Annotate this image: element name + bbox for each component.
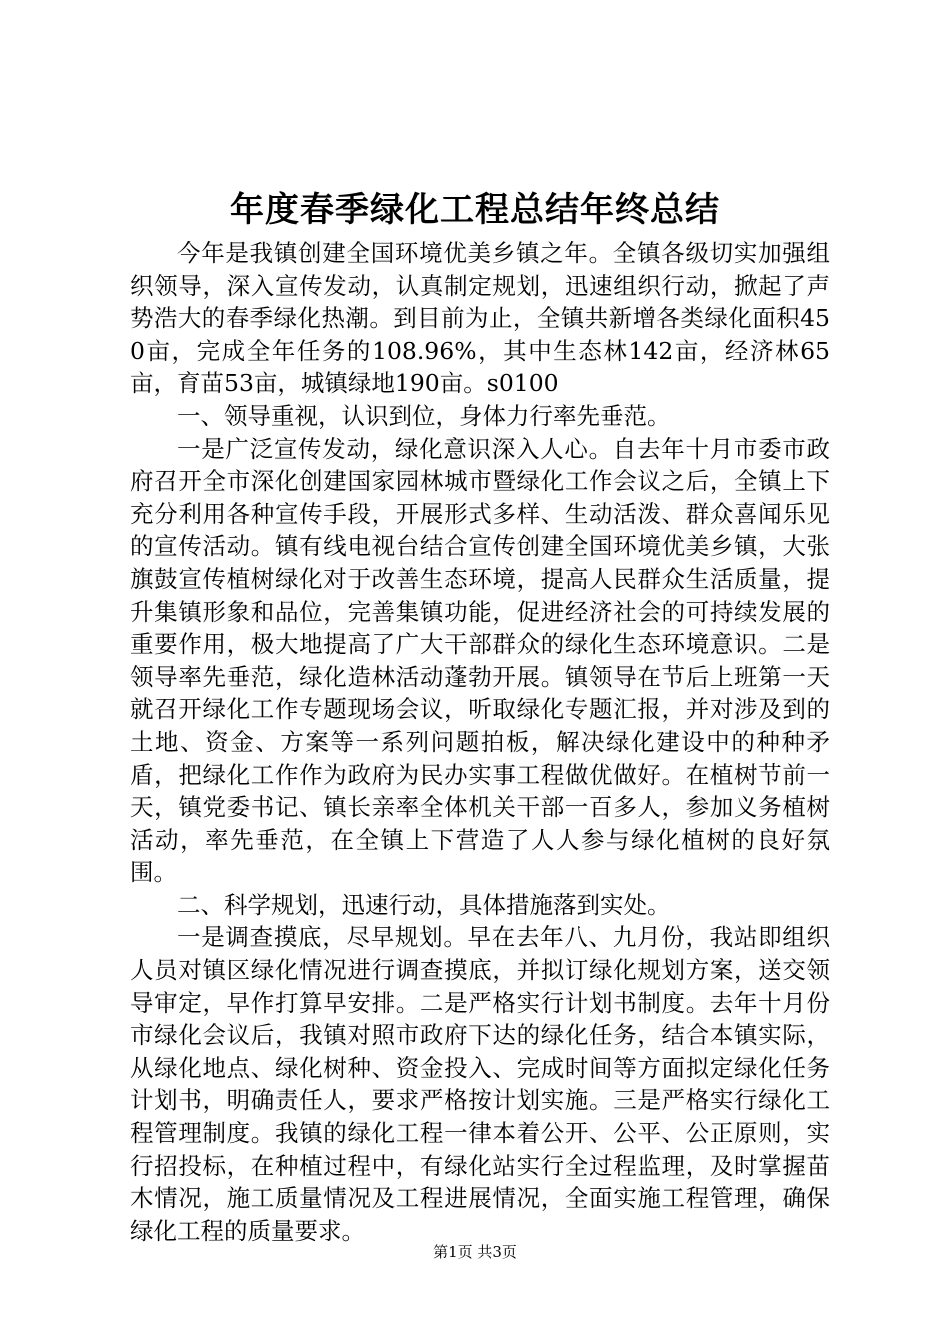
section-heading-1: 一、领导重视，认识到位，身体力行率先垂范。 xyxy=(177,401,671,430)
page-number-footer: 第1页 共3页 xyxy=(433,1243,517,1261)
paragraph-intro: 今年是我镇创建全国环境优美乡镇之年。全镇各级切实加强组织领导，深入宣传发动，认真制定规划，迅速组织行动，掀起了声势浩大的春季绿化热潮。到目前为止，全镇共新增各类绿化面积450亩，完成全年任务的108.96%，其中生态林142亩，经济林65亩，育苗53亩，城镇绿地190亩。s0100 xyxy=(130,239,830,398)
paragraph-section-1: 一是广泛宣传发动，绿化意识深入人心。自去年十月市委市政府召开全市深化创建国家园林城市暨绿化工作会议之后，全镇上下充分利用各种宣传手段，开展形式多样、生动活泼、群众喜闻乐见的宣传活动。镇有线电视台结合宣传创建全国环境优美乡镇，大张旗鼓宣传植树绿化对于改善生态环境，提高人民群众生活质量，提升集镇形象和品位，完善集镇功能，促进经济社会的可持续发展的重要作用，极大地提高了广大干部群众的绿化生态环境意识。二是领导率先垂范，绿化造林活动蓬勃开展。镇领导在节后上班第一天就召开绿化工作专题现场会议，听取绿化专题汇报，并对涉及到的土地、资金、方案等一系列问题拍板，解决绿化建设中的种种矛盾，把绿化工作作为政府为民办实事工程做优做好。在植树节前一天，镇党委书记、镇长亲率全体机关干部一百多人，参加义务植树活动，率先垂范，在全镇上下营造了人人参与绿化植树的良好氛围。 xyxy=(130,434,830,887)
document-body xyxy=(130,237,830,1247)
section-heading-2: 二、科学规划，迅速行动，具体措施落到实处。 xyxy=(177,890,671,919)
paragraph-section-2: 一是调查摸底，尽早规划。早在去年八、九月份，我站即组织人员对镇区绿化情况进行调查摸底，并拟订绿化规划方案，送交领导审定，早作打算早安排。二是严格实行计划书制度。去年十月份市绿化会议后，我镇对照市政府下达的绿化任务，结合本镇实际，从绿化地点、绿化树种、资金投入、完成时间等方面拟定绿化任务计划书，明确责任人，要求严格按计划实施。三是严格实行绿化工程管理制度。我镇的绿化工程一律本着公开、公平、公正原则，实行招投标，在种植过程中，有绿化站实行全过程监理，及时掌握苗木情况，施工质量情况及工程进展情况，全面实施工程管理，确保绿化工程的质量要求。 xyxy=(130,923,830,1245)
document-title: 年度春季绿化工程总结年终总结 xyxy=(230,190,720,230)
